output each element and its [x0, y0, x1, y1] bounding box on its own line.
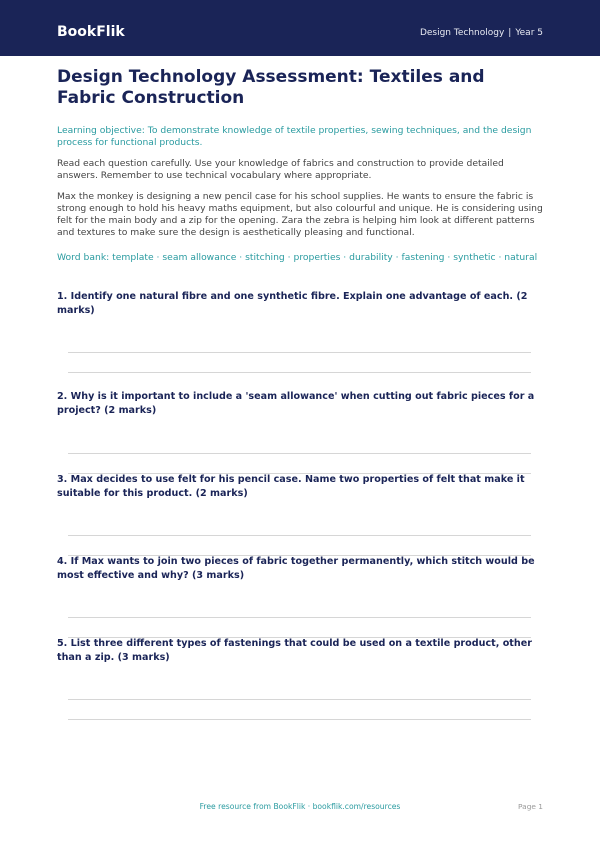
answer-line[interactable]	[68, 535, 531, 536]
answer-line[interactable]	[68, 453, 531, 454]
footer-resource-link[interactable]: Free resource from BookFlik · bookflik.com/resources	[199, 802, 401, 811]
answer-line[interactable]	[68, 719, 531, 720]
answer-line[interactable]	[68, 352, 531, 353]
answer-line[interactable]	[68, 617, 531, 618]
question-text: 2. Why is it important to include a 'seam allowance' when cutting out fabric pieces for a project? (2 marks)	[57, 391, 535, 416]
word-bank: Word bank: template · seam allowance · stitching · properties · durability · fastening · synthetic · natural	[57, 252, 538, 263]
scenario-text: Max the monkey is designing a new pencil case for his school supplies. He wants to ensure the fabric is strong enough to hold his heavy maths equipment, but also colourful and unique. He is considering using felt for the main body and a zip for the opening. Zara the zebra is helping him look at different patterns and textures to make sure the design is aesthetically pleasing and functional.	[57, 191, 543, 238]
question-5	[57, 637, 543, 665]
instructions-text: Read each question carefully. Use your knowledge of fabrics and construction to provide detailed answers. Remember to use technical vocabulary where appropriate.	[57, 158, 504, 181]
intro-section	[57, 67, 543, 264]
answer-line[interactable]	[68, 699, 531, 700]
page-header	[0, 0, 600, 56]
question-text: 4. If Max wants to join two pieces of fabric together permanently, which stitch would be most effective and why? (3 marks)	[57, 556, 535, 581]
subject-label: Design Technology	[419, 28, 505, 38]
question-text: 1. Identify one natural fibre and one synthetic fibre. Explain one advantage of each. (2 marks)	[57, 291, 528, 316]
brand-logo[interactable]: BookFlik	[57, 24, 125, 40]
header-separator: |	[508, 28, 512, 38]
question-3	[57, 473, 543, 501]
page-number: Page 1	[518, 802, 543, 811]
answer-line[interactable]	[68, 372, 531, 373]
question-1	[57, 290, 543, 318]
page-title: Design Technology Assessment: Textiles and Fabric Construction	[57, 67, 485, 108]
question-text: 5. List three different types of fastenings that could be used on a textile product, other than a zip. (3 marks)	[57, 638, 532, 663]
question-4	[57, 555, 543, 583]
question-text: 3. Max decides to use felt for his pencil case. Name two properties of felt that make it suitable for this product. (2 marks)	[57, 474, 525, 499]
question-2	[57, 390, 543, 418]
header-subject-line	[420, 27, 543, 39]
year-label: Year 5	[515, 28, 543, 38]
learning-objective: Learning objective: To demonstrate knowledge of textile properties, sewing techniques, and the design process for functional products.	[57, 125, 532, 148]
page-footer	[0, 802, 600, 816]
